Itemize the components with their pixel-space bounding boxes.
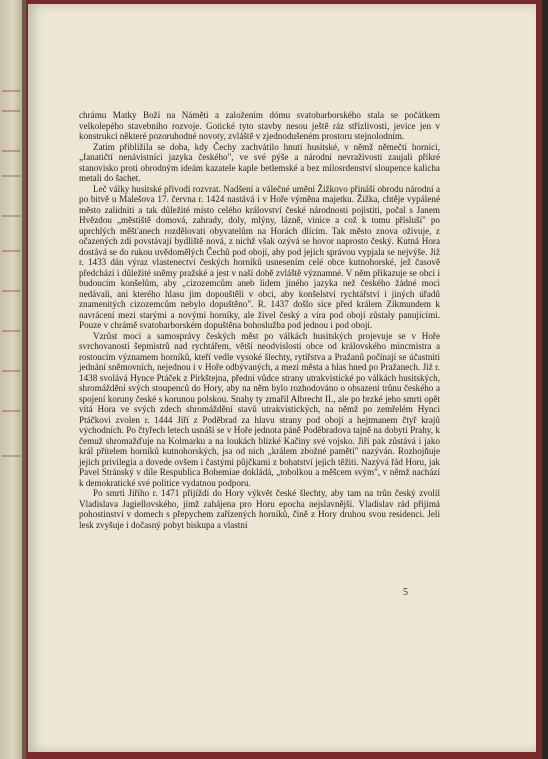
paragraph: Zatím přiblížila se doba, kdy Čechy zachvátilo hnutí husitské, v němž němečtí horníci, „fanatičtí nenávistníci jazyka českého", ve své pýše a národní nevraživosti zaujali příkré stanovisko proti obrodným ideám kazatele kaple betlemské a bez milosrdenství sloupence kalicha metali do šachet. (79, 141, 440, 183)
body-text (79, 110, 440, 530)
ghost-text-line (2, 290, 20, 292)
ghost-text-line (2, 370, 20, 372)
paragraph: chrámu Matky Boží na Náměti a založením dómu svatobarborského stala se počátkem velkolepého stavebního rozvoje. Gotické tyto stavby nesou ještě ráz střízlivosti, jevíce jen v konstrukci některé pozoruhodné novoty, zvláště v zjednodušeném prostoru stejnolodním. (79, 110, 440, 141)
ghost-text-line (2, 110, 20, 112)
ghost-text-line (2, 410, 20, 412)
ghost-text-line (2, 175, 20, 177)
paragraph: Vzrůst moci a samosprávy českých měst po válkách husitských projevuje se v Hoře svrchovaností šepmistrů nad rychtářem, větší neodvislostí obce od královského mincmistra a rostoucím významem horníků, kteří vedle vysoké šlechty, rytířstva a Pražanů počínají se účastniti jednání sněmovních, nejednou i v Hoře odbývaných, a mezi města a hlas hned po Pražanech. Již r. 1438 svolává Hynce Ptáček z Pirkštejna, přední vůdce strany utrakvistické po válkách husitských, shromáždění svých stoupenců do Hory, aby na něm bylo rozhodováno o obsazení trůnu českého a spojení koruny české s korunou polskou. Snahy ty zmařil Albrecht II., ale po brzké jeho smrti opět vítá Hora ve svých zdech shromáždění stavů utrakvistických, na němž po zemřelém Hynci Ptáčkovi zvolen r. 1444 Jiří z Poděbrad za hlavu strany pod obojí a hejtmanem čtyř krajů východních. Po čtyřech letech usnáší se v Hoře jednota páně Poděbradova tajně na dobytí Prahy, k čemuž shromažďuje na Kolmarku a na loukách blízké Kačiny své vojsko. Jiří pak zůstává i jako král přítelem horníků kutnohorských, jsa od nich „králem zbožné paměti" nazýván. Rozhojňuje jejich privilegia a dovede ovšem i častými půjčkami z bohatství jejich těžiti. Nazývá řád Horu, jak Pavel Stránský v díle Respublica Bohemiae dokládá, „tobolkou a měšcem svým", v němž nachází k demokratické své politice vydatnou podporu. (79, 330, 440, 488)
ghost-text-line (2, 250, 20, 252)
book-page (28, 4, 536, 752)
ghost-text-line (2, 455, 20, 457)
page-number: 5 (403, 587, 408, 598)
paragraph: Leč války husitské přivodí rozvrat. Nadšení a válečné umění Žižkovo přináší obrodu národní a po bitvě u Malešova 17. června r. 1424 nastává i v Hoře výměna majetku. Žižka, chtěje vypálené město zalidniti a tak důležité místo celého království české národnosti pojistiti, počal s Janem Hvězdou „městiště domová, zahrady, doly, mlýny, lázně, vinice a což k tomu přísluší" po uprchlých měšťanech rozdělovati obyvatelům na Horách dlícím. Tak město znova oživuje, z očazených zdí povstávají bydliště nová, z nichž však ozývá se hovor naprosto český. Kutná Hora dostává se do rukou uvědomělých Čechů pod obojí, aby pod jejich správou vypjala se nejvýše. Již r. 1433 dán výraz vlastenectví českých horníků usnesením celé obce kutnohorské, jež časově předchází i důležité sněmy pražské a jest v naší době zvláště významné. V něm přikazuje se obci i budoucím konšelům, aby „cizozemcům aneb lidem jiného jazyka než českého žádné moci nedávali, ani kterého hlasu jim dopouštěli v obci, aby konšelství rychtářství i jiných úřadů znamenitých cizozemcům nebylo dopuštěno". R. 1437 došlo sice před králem Zikmundem k navrácení mezi starými a novými horníky, ale živel český a víra pod obojí zůstaly panujícími. Pouze v chrámě svatobarborském dopuštěna bohoslužba pod jednou i pod obojí. (79, 183, 440, 330)
adjacent-page-edge (0, 0, 22, 759)
ghost-text-line (2, 330, 20, 332)
ghost-text-line (2, 215, 20, 217)
ghost-text-line (2, 150, 20, 152)
paragraph: Po smrti Jiřího r. 1471 přijíždí do Hory výkvět české šlechty, aby tam na trůn český zvolil Vladislava Jagiellovského, jímž zahájena pro Horu epocha nejslavnější. Vladislav rád přijímá pohostinství v domech s přepychem zařízených horníků, čině z Hory druhou svou residenci. Jeli lesk zvyšuje i dočasný pobyt biskupa a vlastní (79, 488, 440, 530)
ghost-text-line (2, 90, 20, 92)
